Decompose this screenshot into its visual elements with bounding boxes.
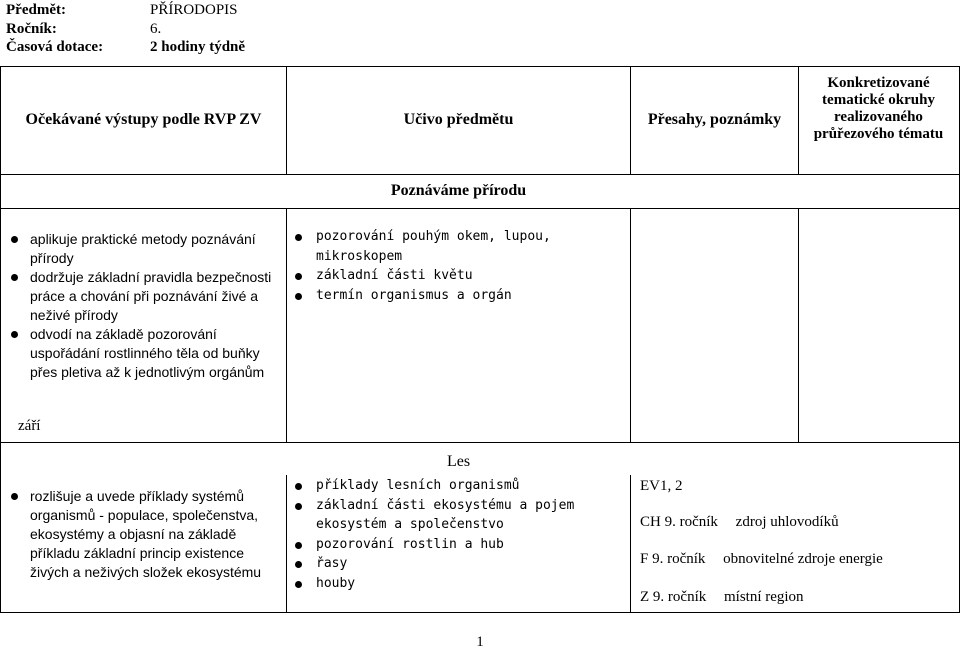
crossover-ch-code: CH 9. ročník xyxy=(640,514,718,530)
list-item: termín organismus a orgán xyxy=(290,286,630,306)
crossover-z-text: místní region xyxy=(723,589,804,605)
crossover-f-code: F 9. ročník xyxy=(640,551,706,567)
col1-divider-section1 xyxy=(286,208,287,442)
list-item: odvodí na základě pozorování uspořádání rostlinného těla od buňky přes pletiva až k jednotlivým orgánům xyxy=(8,325,278,382)
grade-value: 6. xyxy=(150,21,162,37)
hours-value: 2 hodiny týdně xyxy=(150,39,246,55)
crossover-ch xyxy=(640,512,839,532)
table-bottom-border xyxy=(0,612,960,613)
subject-value: PŘÍRODOPIS xyxy=(150,2,238,18)
column-header-crossover: Přesahy, poznámky xyxy=(647,111,782,128)
crossover-z xyxy=(640,587,804,607)
table-top-border xyxy=(0,66,960,67)
list-item: příklady lesních organismů xyxy=(290,476,630,496)
list-item: pozorování rostlin a hub xyxy=(290,535,630,555)
column-header-themes: Konkretizované tematické okruhy realizovaného průřezového tématu xyxy=(813,75,944,142)
page-number: 1 xyxy=(476,634,484,650)
list-item: základní části ekosystému a pojem ekosystém a společenstvo xyxy=(290,496,630,535)
col2-divider-section2 xyxy=(630,475,631,612)
table-left-border xyxy=(0,66,1,612)
hours-label: Časová dotace: xyxy=(6,39,104,55)
column-header-curriculum: Učivo předmětu xyxy=(403,111,514,128)
list-item: základní části květu xyxy=(290,266,630,286)
list-item: aplikuje praktické metody poznávání přírody xyxy=(8,230,278,268)
crossover-z-code: Z 9. ročník xyxy=(640,589,707,605)
header-bottom-border xyxy=(0,174,960,175)
section2-title: Les xyxy=(446,453,471,470)
list-item: pozorování pouhým okem, lupou, mikroskopem xyxy=(290,227,630,266)
grade-label: Ročník: xyxy=(6,21,57,37)
section1-title: Poznáváme přírodu xyxy=(390,182,527,199)
crossover-f-text: obnovitelné zdroje energie xyxy=(723,551,883,567)
section2-curriculum-list xyxy=(290,476,630,593)
section-divider xyxy=(0,442,960,443)
list-item: dodržuje základní pravidla bezpečnosti práce a chování při poznávání živé a neživé přírody xyxy=(8,268,278,325)
subject-label: Předmět: xyxy=(6,2,66,18)
col2-divider-section1 xyxy=(630,208,631,442)
col3-divider-header xyxy=(798,66,799,174)
crossover-ev: EV1, 2 xyxy=(640,478,683,494)
list-item: houby xyxy=(290,574,630,594)
section1-outcomes-list xyxy=(8,230,278,382)
col3-divider-section1 xyxy=(798,208,799,442)
crossover-ch-text: zdroj uhlovodíků xyxy=(735,514,839,530)
col1-divider-section2 xyxy=(286,475,287,612)
list-item: řasy xyxy=(290,554,630,574)
list-item: rozlišuje a uvede příklady systémů organismů - populace, společenstva, ekosystémy a objasní na základě příkladu základní princip existence živých a neživých složek ekosystému xyxy=(8,487,278,582)
section1-month: září xyxy=(18,418,41,434)
section1-title-border xyxy=(0,208,960,209)
section2-outcomes-list xyxy=(8,487,278,582)
column-header-outcomes: Očekávané výstupy podle RVP ZV xyxy=(25,111,262,128)
crossover-f xyxy=(640,549,883,569)
section1-curriculum-list xyxy=(290,227,630,305)
